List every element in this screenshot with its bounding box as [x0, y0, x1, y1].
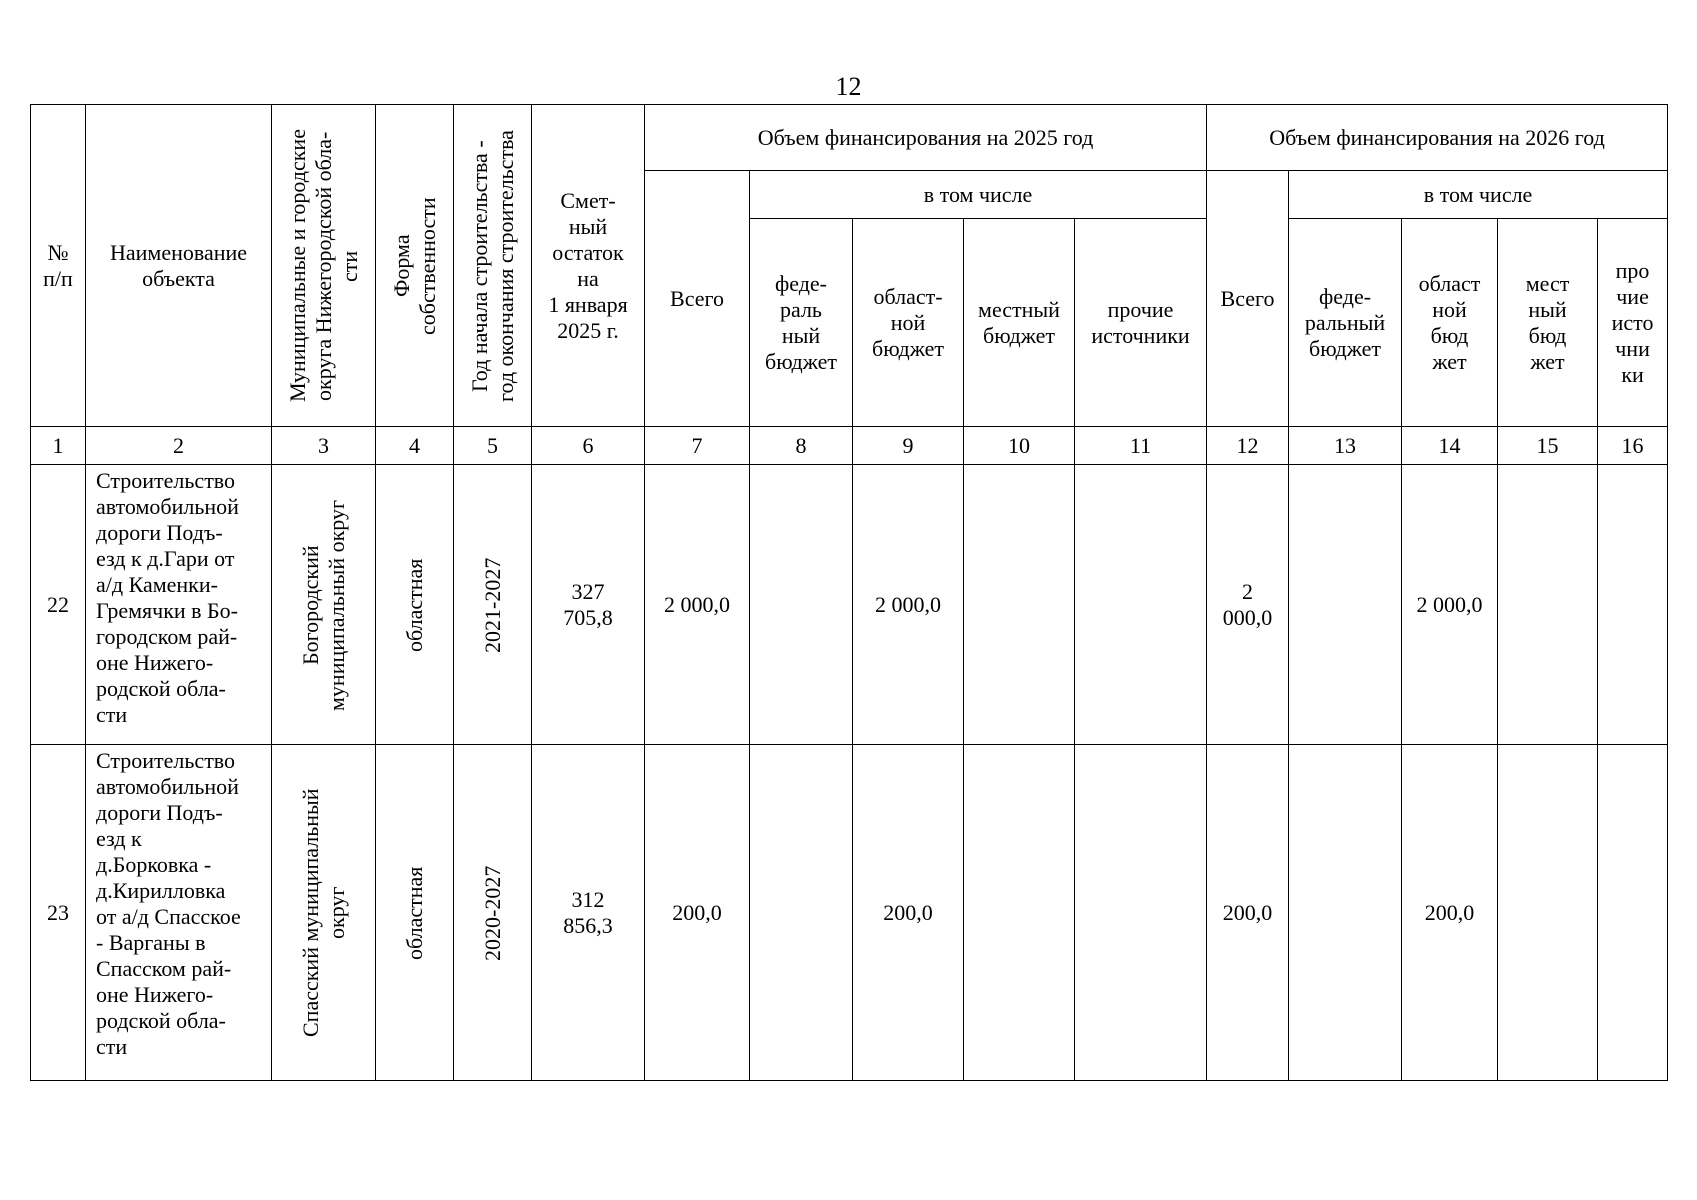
header-regional-2026: област ной бюд жет — [1402, 219, 1498, 427]
column-number: 9 — [853, 427, 964, 465]
row-total-2026: 2 000,0 — [1207, 465, 1289, 745]
header-municipality-text: Муниципальные и городские округа Нижегородской обла- сти — [284, 129, 362, 402]
row-regional-2025: 2 000,0 — [853, 465, 964, 745]
header-row-1 — [31, 105, 1668, 171]
row-years — [454, 465, 532, 745]
column-number: 8 — [750, 427, 853, 465]
column-number: 4 — [376, 427, 454, 465]
column-number: 1 — [31, 427, 86, 465]
column-numbers-row — [31, 427, 1668, 465]
column-number: 5 — [454, 427, 532, 465]
row-federal-2026 — [1289, 745, 1402, 1081]
row-regional-2026: 2 000,0 — [1402, 465, 1498, 745]
header-incl-2026: в том числе — [1289, 171, 1668, 219]
row-local-2026 — [1498, 465, 1598, 745]
row-num: 23 — [31, 745, 86, 1081]
object-name: Строительство автомобильной дороги Подъ- езд к д.Гари от а/д Каменки- Гремячки в Бо- городском рай- оне Нижего- родской обла- сти — [86, 465, 272, 745]
row-municipality-text: Спасский муниципальный округ — [297, 788, 349, 1037]
row-federal-2026 — [1289, 465, 1402, 745]
row-ownership-text: областная — [401, 557, 427, 652]
column-number: 12 — [1207, 427, 1289, 465]
row-local-2025 — [964, 745, 1075, 1081]
header-fin-2025: Объем финансирования на 2025 год — [645, 105, 1207, 171]
column-number: 2 — [86, 427, 272, 465]
row-federal-2025 — [750, 465, 853, 745]
row-other-2025 — [1075, 745, 1207, 1081]
row-years — [454, 745, 532, 1081]
header-municipality — [272, 105, 376, 427]
header-num: № п/п — [31, 105, 86, 427]
header-ownership — [376, 105, 454, 427]
header-local-2026: мест ный бюд жет — [1498, 219, 1598, 427]
header-other-2026: про чие исто чни ки — [1598, 219, 1668, 427]
header-other-2025: прочие источники — [1075, 219, 1207, 427]
row-ownership-text: областная — [401, 865, 427, 960]
row-num: 22 — [31, 465, 86, 745]
row-ownership — [376, 465, 454, 745]
column-number: 10 — [964, 427, 1075, 465]
row-ownership — [376, 745, 454, 1081]
header-years — [454, 105, 532, 427]
header-incl-2025: в том числе — [750, 171, 1207, 219]
row-years-text: 2021-2027 — [479, 556, 505, 653]
row-other-2025 — [1075, 465, 1207, 745]
header-federal-2025: феде- раль ный бюджет — [750, 219, 853, 427]
row-regional-2025: 200,0 — [853, 745, 964, 1081]
row-years-text: 2020-2027 — [479, 864, 505, 961]
row-municipality — [272, 465, 376, 745]
row-regional-2026: 200,0 — [1402, 745, 1498, 1081]
column-number: 13 — [1289, 427, 1402, 465]
column-number: 3 — [272, 427, 376, 465]
header-balance: Смет- ный остаток на 1 января 2025 г. — [532, 105, 645, 427]
row-balance: 327 705,8 — [532, 465, 645, 745]
row-total-2026: 200,0 — [1207, 745, 1289, 1081]
table-row — [31, 465, 1668, 745]
row-local-2025 — [964, 465, 1075, 745]
page-number: 12 — [835, 72, 862, 101]
column-number: 16 — [1598, 427, 1668, 465]
row-other-2026 — [1598, 745, 1668, 1081]
column-number: 14 — [1402, 427, 1498, 465]
header-name: Наименование объекта — [86, 105, 272, 427]
row-municipality-text: Богородский муниципальный округ — [297, 499, 349, 711]
header-years-text: Год начала строительства - год окончания строительства — [466, 129, 518, 402]
header-total-2025: Всего — [645, 171, 750, 427]
row-other-2026 — [1598, 465, 1668, 745]
header-fin-2026: Объем финансирования на 2026 год — [1207, 105, 1668, 171]
header-federal-2026: феде- ральный бюджет — [1289, 219, 1402, 427]
row-total-2025: 2 000,0 — [645, 465, 750, 745]
column-number: 7 — [645, 427, 750, 465]
row-total-2025: 200,0 — [645, 745, 750, 1081]
header-ownership-text: Форма собственности — [388, 196, 440, 335]
header-local-2025: местный бюджет — [964, 219, 1075, 427]
financing-table — [30, 104, 1668, 1081]
column-number: 11 — [1075, 427, 1207, 465]
column-number: 15 — [1498, 427, 1598, 465]
row-municipality — [272, 745, 376, 1081]
row-balance: 312 856,3 — [532, 745, 645, 1081]
row-federal-2025 — [750, 745, 853, 1081]
table-row — [31, 745, 1668, 1081]
header-regional-2025: област- ной бюджет — [853, 219, 964, 427]
row-local-2026 — [1498, 745, 1598, 1081]
object-name: Строительство автомобильной дороги Подъ- езд к д.Борковка - д.Кирилловка от а/д Спасское - Варганы в Спасском рай- оне Нижего- родской обла- сти — [86, 745, 272, 1081]
header-total-2026: Всего — [1207, 171, 1289, 427]
column-number: 6 — [532, 427, 645, 465]
